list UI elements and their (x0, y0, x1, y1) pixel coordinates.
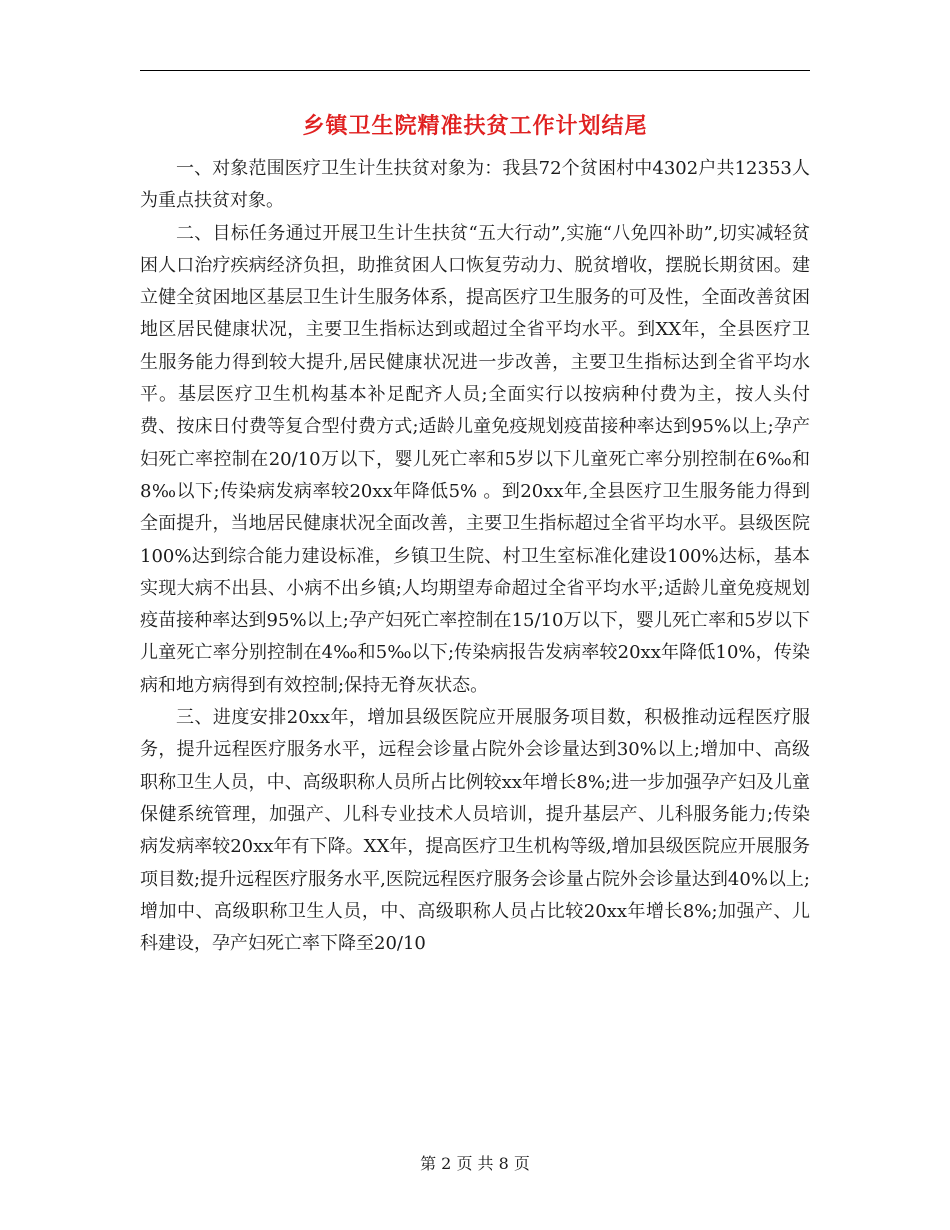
paragraph-goals-tasks: 二、目标任务通过开展卫生计生扶贫“五大行动”,实施“八免四补助”,切实减轻贫困人口治疗疾病经济负担，助推贫困人口恢复劳动力、脱贫增收，摆脱长期贫困。建立健全贫困地区基层卫生计生服务体系，提高医疗卫生服务的可及性，全面改善贫困地区居民健康状况，主要卫生指标达到或超过全省平均水平。到XX年，全县医疗卫生服务能力得到较大提升,居民健康状况进一步改善，主要卫生指标达到全省平均水平。基层医疗卫生机构基本补足配齐人员;全面实行以按病种付费为主，按人头付费、按床日付费等复合型付费方式;适龄儿童免疫规划疫苗接种率达到95%以上;孕产妇死亡率控制在20/10万以下，婴儿死亡率和5岁以下儿童死亡率分别控制在6‰和8‰以下;传染病发病率较20xx年降低5% 。到20xx年,全县医疗卫生服务能力得到全面提升，当地居民健康状况全面改善，主要卫生指标超过全省平均水平。县级医院100%达到综合能力建设标准，乡镇卫生院、村卫生室标准化建设100%达标，基本实现大病不出县、小病不出乡镇;人均期望寿命超过全省平均水平;适龄儿童免疫规划疫苗接种率达到95%以上;孕产妇死亡率控制在15/10万以下，婴儿死亡率和5岁以下儿童死亡率分别控制在4‰和5‰以下;传染病报告发病率较20xx年降低10%，传染病和地方病得到有效控制;保持无脊灰状态。 (140, 222, 810, 696)
header-rule (140, 70, 810, 71)
paragraph-target-scope: 一、对象范围医疗卫生计生扶贫对象为：我县72个贫困村中4302户共12353人为重点扶贫对象。 (140, 158, 810, 212)
document-title: 乡镇卫生院精准扶贫工作计划结尾 (302, 113, 648, 139)
page-footer: 第 2 页 共 8 页 (420, 1154, 530, 1173)
paragraph-schedule: 三、进度安排20xx年，增加县级医院应开展服务项目数，积极推动远程医疗服务，提升远程医疗服务水平，远程会诊量占院外会诊量达到30%以上;增加中、高级职称卫生人员，中、高级职称人员所占比例较xx年增长8%;进一步加强孕产妇及儿童保健系统管理，加强产、儿科专业技术人员培训，提升基层产、儿科服务能力;传染病发病率较20xx年有下降。XX年，提高医疗卫生机构等级,增加县级医院应开展服务项目数;提升远程医疗服务水平,医院远程医疗服务会诊量占院外会诊量达到40%以上;增加中、高级职称卫生人员，中、高级职称人员占比较20xx年增长8%;加强产、儿科建设，孕产妇死亡率下降至20/10 (140, 707, 810, 955)
document-body (140, 153, 810, 960)
